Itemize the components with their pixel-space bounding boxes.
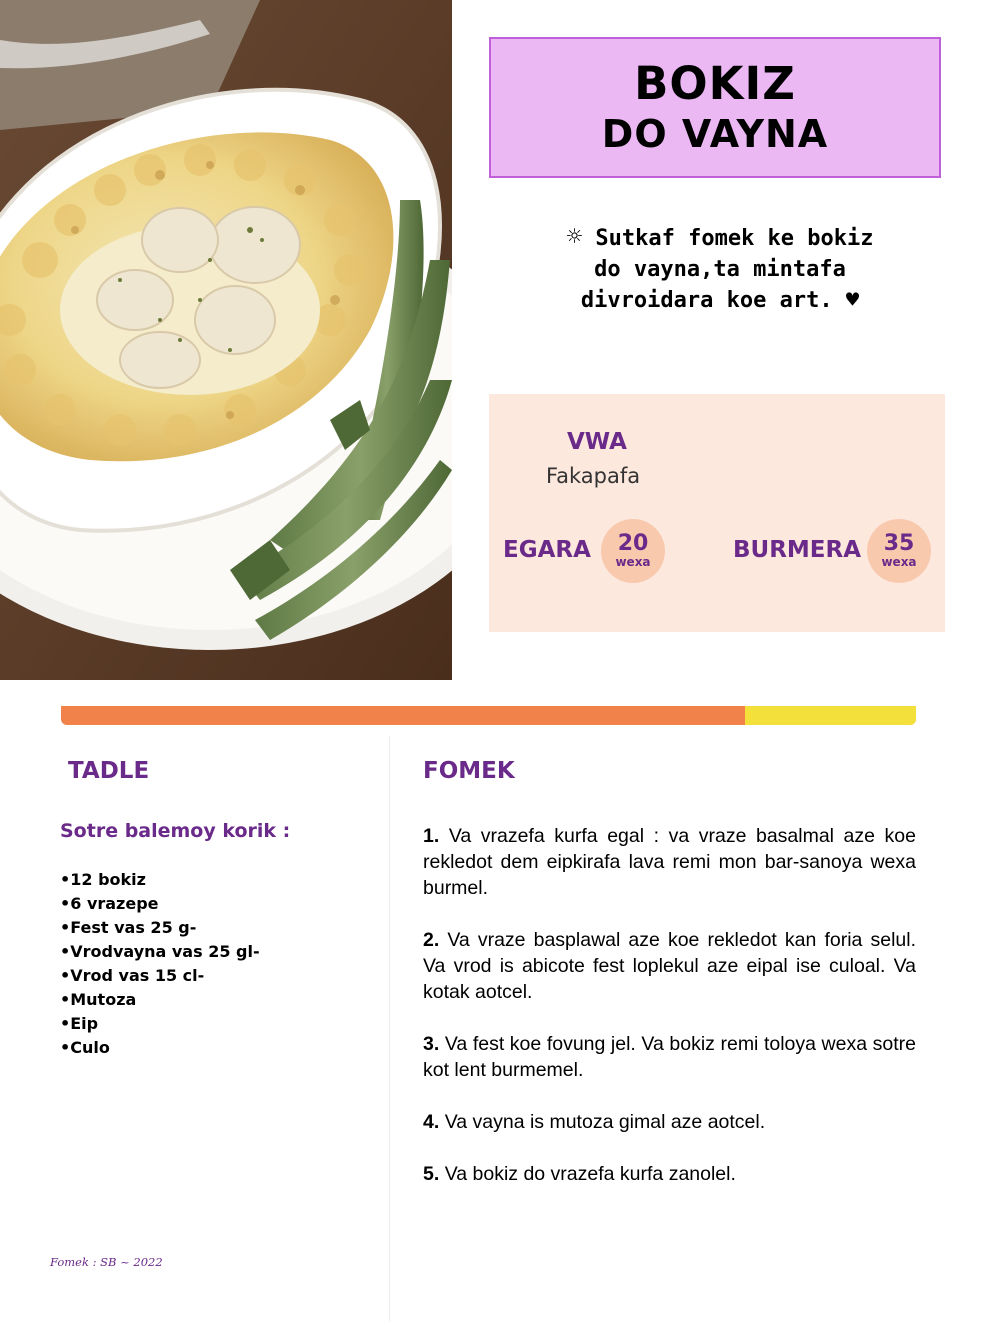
info-box xyxy=(489,394,945,632)
color-bar-yellow-segment xyxy=(745,706,916,725)
step-text: Va fest koe fovung jel. Va bokiz remi toloya wexa sotre kot lent burmemel. xyxy=(423,1033,916,1081)
color-bar xyxy=(61,706,916,725)
ingredient-item: • Mutoza xyxy=(60,988,260,1012)
prep-time-value: 20 xyxy=(617,531,649,556)
step-item xyxy=(423,823,916,901)
ingredient-item: • 12 bokiz xyxy=(60,868,260,892)
step-number: 2. xyxy=(423,929,440,951)
intro-line-2: do vayna,ta mintafa xyxy=(594,257,846,282)
steps-heading: FOMEK xyxy=(423,758,515,784)
ingredient-item: • Fest vas 25 g- xyxy=(60,916,260,940)
step-item xyxy=(423,1161,916,1187)
ingredient-item: • Vrodvayna vas 25 gl- xyxy=(60,940,260,964)
difficulty-value: Fakapafa xyxy=(546,464,641,488)
cook-time-unit: wexa xyxy=(881,555,917,569)
cook-time-value: 35 xyxy=(883,531,915,556)
step-item xyxy=(423,927,916,1005)
intro-line-1: Sutkaf fomek ke bokiz xyxy=(595,226,874,251)
prep-time-unit: wexa xyxy=(615,555,651,569)
step-text: Va bokiz do vrazefa kurfa zanolel. xyxy=(444,1163,736,1185)
intro-text xyxy=(520,222,920,316)
step-text: Va vrazefa kurfa egal : va vraze basalmal aze koe rekledot dem eipkirafa lava remi mon bar-sanoya wexa burmel. xyxy=(423,825,916,899)
step-text: Va vayna is mutoza gimal aze aotcel. xyxy=(444,1111,766,1133)
step-item xyxy=(423,1109,916,1135)
cook-time-label: BURMERA xyxy=(733,537,862,563)
ingredients-subheading: Sotre balemoy korik : xyxy=(60,820,291,842)
step-number: 3. xyxy=(423,1033,440,1055)
steps-list xyxy=(423,823,916,1213)
prep-time-label: EGARA xyxy=(503,537,591,563)
ingredient-item: • 6 vrazepe xyxy=(60,892,260,916)
footer-credit: Fomek : SB ~ 2022 xyxy=(50,1255,163,1269)
title-line-1: BOKIZ xyxy=(634,56,796,110)
ingredients-list xyxy=(60,868,260,1060)
step-number: 5. xyxy=(423,1163,440,1185)
ingredients-heading: TADLE xyxy=(68,758,150,784)
prep-time-badge xyxy=(601,519,665,583)
title-box xyxy=(489,37,941,178)
difficulty-label: VWA xyxy=(567,429,627,455)
ingredient-item: • Vrod vas 15 cl- xyxy=(60,964,260,988)
step-number: 4. xyxy=(423,1111,440,1133)
step-number: 1. xyxy=(423,825,440,847)
dish-photo xyxy=(0,0,452,680)
intro-line-3: divroidara koe art. ♥ xyxy=(580,288,860,313)
step-item xyxy=(423,1031,916,1083)
ingredient-item: • Culo xyxy=(60,1036,260,1060)
ingredient-item: • Eip xyxy=(60,1012,260,1036)
step-text: Va vraze basplawal aze koe rekledot kan foria selul. Va vrod is abicote fest loplekul aze eipal ise culoal. Va kotak aotcel. xyxy=(423,929,916,1003)
title-line-2: DO VAYNA xyxy=(601,111,829,156)
sun-icon: ☼ xyxy=(566,222,583,252)
column-divider xyxy=(389,736,390,1321)
cook-time-badge xyxy=(867,519,931,583)
